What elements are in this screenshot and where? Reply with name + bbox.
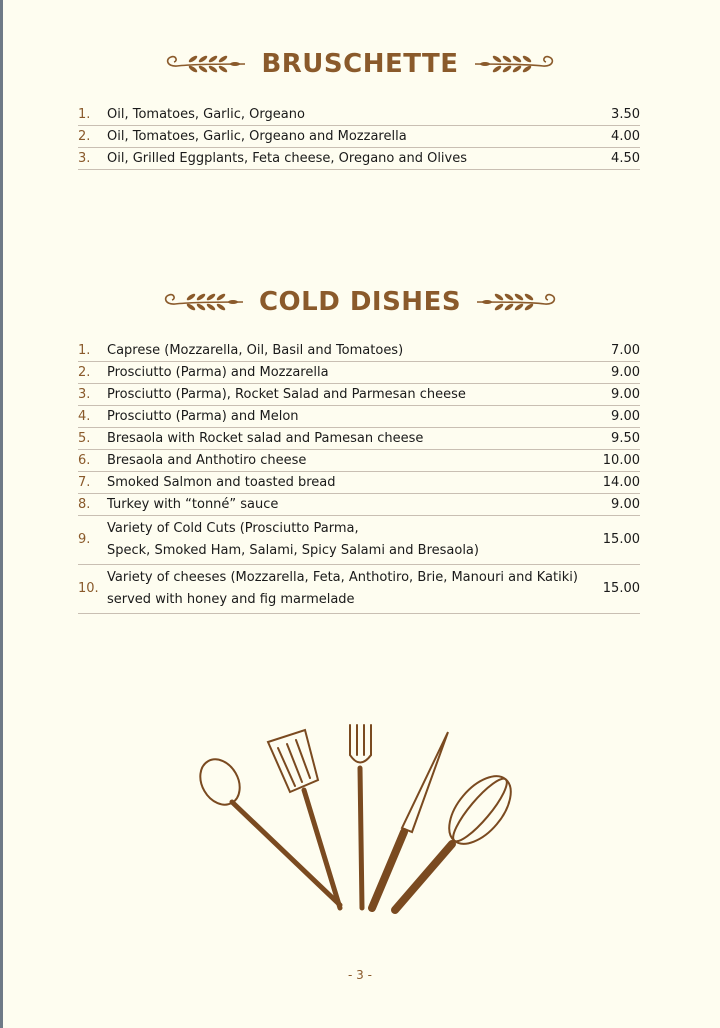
item-description: Prosciutto (Parma), Rocket Salad and Parmesan cheese: [107, 386, 466, 402]
item-description: Bresaola and Anthotiro cheese: [107, 452, 307, 468]
item-description: Bresaola with Rocket salad and Pamesan cheese: [107, 430, 424, 446]
menu-item: [78, 104, 640, 126]
item-number: 9.: [78, 532, 91, 547]
menu-item: [78, 472, 640, 494]
knife-icon: [402, 732, 448, 832]
section-title: BRUSCHETTE: [261, 49, 459, 79]
menu-item: [78, 565, 640, 614]
item-price: 10.00: [602, 452, 640, 468]
menu-item: [78, 450, 640, 472]
item-description-line: Variety of cheeses (Mozzarella, Feta, Anthotiro, Brie, Manouri and Katiki): [107, 570, 578, 585]
item-price: 15.00: [602, 581, 640, 596]
item-number: 3.: [78, 386, 91, 402]
item-description-line: Speck, Smoked Ham, Salami, Spicy Salami and Bresaola): [107, 543, 479, 558]
item-description-line: Variety of Cold Cuts (Prosciutto Parma,: [107, 521, 359, 536]
bruschette-list: [78, 104, 640, 170]
item-number: 7.: [78, 474, 91, 490]
menu-item: [78, 362, 640, 384]
item-price: 7.00: [611, 342, 640, 358]
item-description: Prosciutto (Parma) and Melon: [107, 408, 299, 424]
menu-item: [78, 384, 640, 406]
item-number: 8.: [78, 496, 91, 512]
section-title: COLD DISHES: [258, 287, 462, 317]
item-price: 4.50: [611, 150, 640, 166]
fork-icon: [350, 725, 371, 755]
item-price: 15.00: [602, 532, 640, 547]
item-price: 14.00: [602, 474, 640, 490]
item-description: [107, 567, 580, 611]
item-price: 3.50: [611, 106, 640, 122]
right-laurel-ornament-icon: [475, 287, 559, 317]
item-description: Prosciutto (Parma) and Mozzarella: [107, 364, 329, 380]
item-price: 9.00: [611, 408, 640, 424]
item-number: 6.: [78, 452, 91, 468]
left-laurel-ornament-icon: [161, 287, 245, 317]
item-number: 1.: [78, 106, 91, 122]
item-description: Caprese (Mozzarella, Oil, Basil and Tomatoes): [107, 342, 404, 358]
page-edge: [0, 0, 3, 1028]
item-number: 2.: [78, 128, 91, 144]
menu-item: [78, 406, 640, 428]
item-description: Smoked Salmon and toasted bread: [107, 474, 336, 490]
item-description: Oil, Tomatoes, Garlic, Orgeano: [107, 106, 305, 122]
cold-dishes-list: [78, 340, 640, 614]
menu-item: [78, 494, 640, 516]
item-description: Oil, Grilled Eggplants, Feta cheese, Oregano and Olives: [107, 150, 468, 166]
item-description: Oil, Tomatoes, Garlic, Orgeano and Mozzarella: [107, 128, 407, 144]
item-price: 4.00: [611, 128, 640, 144]
left-laurel-ornament-icon: [163, 49, 247, 79]
bruschette-header: [0, 44, 720, 84]
spoon-icon: [192, 752, 247, 812]
menu-item: [78, 516, 640, 565]
page-number: - 3 -: [348, 968, 372, 982]
item-price: 9.00: [611, 496, 640, 512]
item-number: 4.: [78, 408, 91, 424]
item-price: 9.00: [611, 364, 640, 380]
item-number: 5.: [78, 430, 91, 446]
item-number: 10.: [78, 581, 99, 596]
item-number: 2.: [78, 364, 91, 380]
menu-item: [78, 126, 640, 148]
item-description: [107, 518, 580, 562]
menu-item: [78, 340, 640, 362]
cold-dishes-header: [0, 282, 720, 322]
item-number: 3.: [78, 150, 91, 166]
item-number: 1.: [78, 342, 91, 358]
menu-item: [78, 428, 640, 450]
item-description: Turkey with “tonné” sauce: [107, 496, 279, 512]
item-price: 9.50: [611, 430, 640, 446]
item-description-line: served with honey and fig marmelade: [107, 592, 355, 607]
right-laurel-ornament-icon: [473, 49, 557, 79]
kitchen-utensils-icon: [190, 720, 530, 920]
item-price: 9.00: [611, 386, 640, 402]
menu-item: [78, 148, 640, 170]
